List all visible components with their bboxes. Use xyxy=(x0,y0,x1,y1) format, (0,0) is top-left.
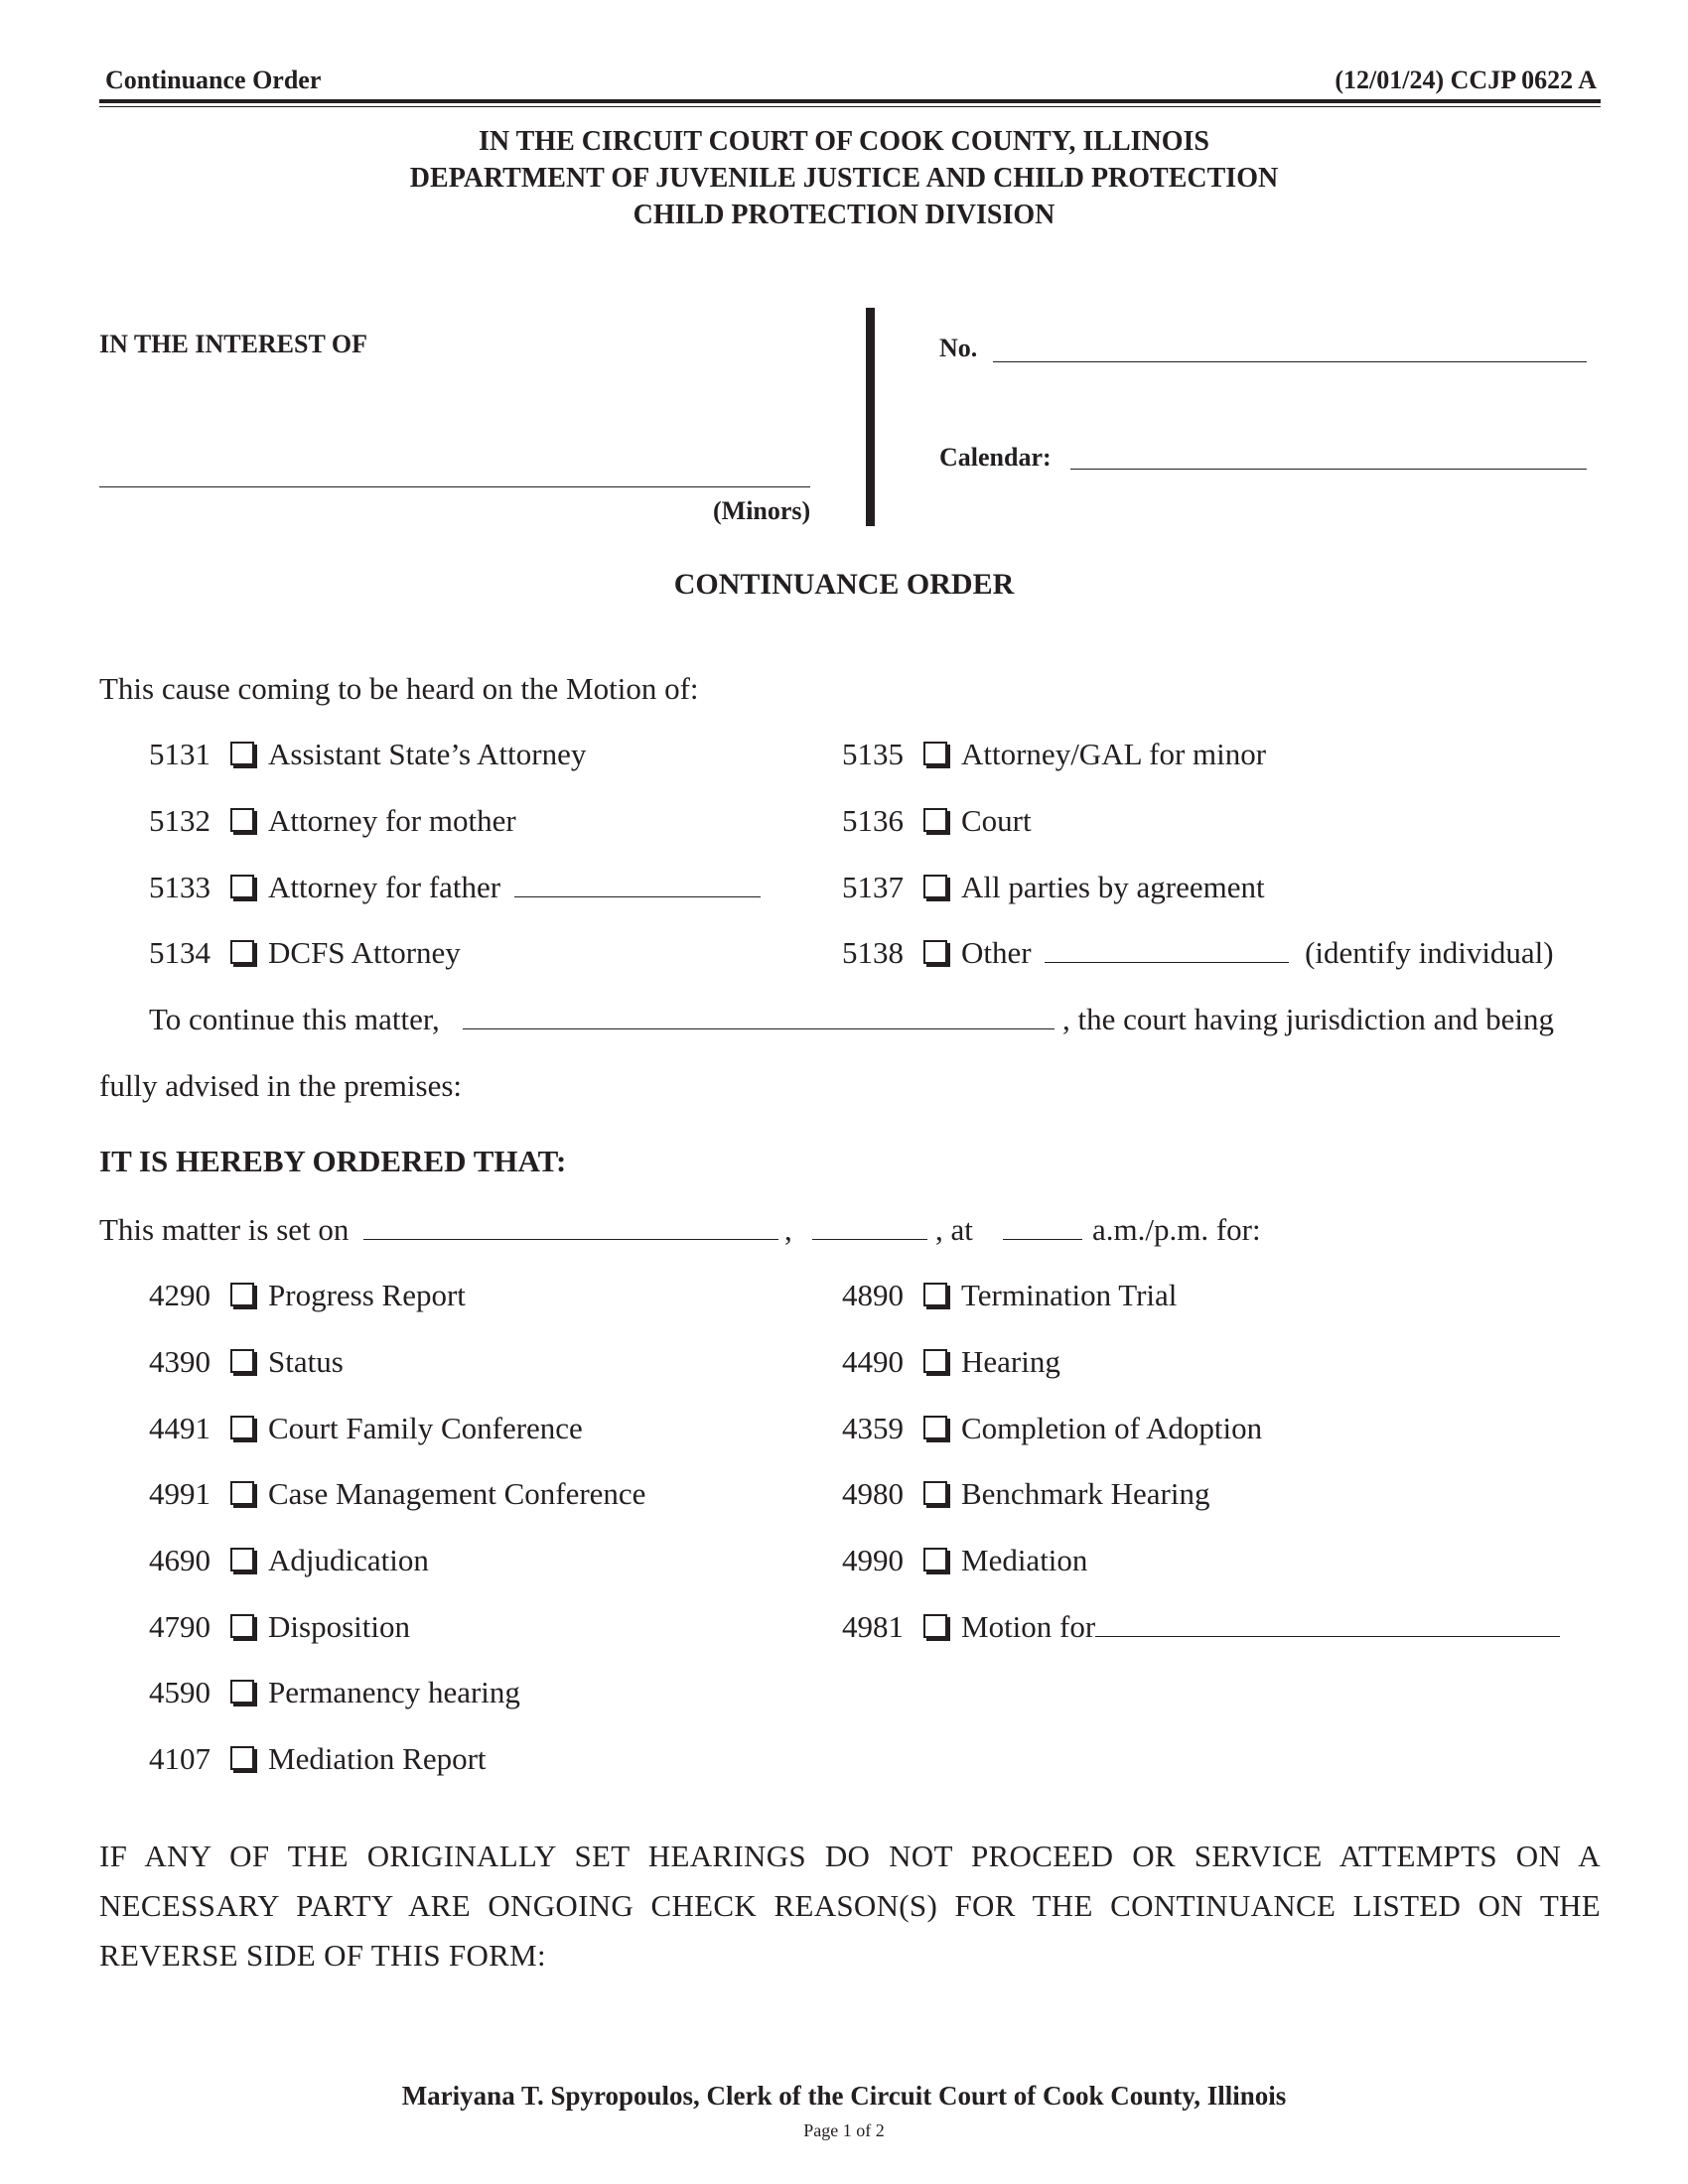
code-label: 5131 xyxy=(149,737,211,771)
continue-suffix: , the court having jurisdiction and being xyxy=(1062,1002,1555,1036)
checkbox[interactable] xyxy=(923,1416,947,1439)
page-number: Page 1 of 2 xyxy=(803,2120,885,2140)
continuance-notice: IF ANY OF THE ORIGINALLY SET HEARINGS DO NOT PROCEED OR SERVICE ATTEMPTS ON A NECESSARY PARTY ARE ONGOING CHECK REASON(S) FOR THE CONTINUANCE LISTED ON THE REVERSE SIDE OF THIS FORM: xyxy=(99,1839,1601,1973)
motion-option[interactable] xyxy=(842,803,1032,843)
option-label: Termination Trial xyxy=(961,1278,1178,1312)
ordered-heading: IT IS HEREBY ORDERED THAT: xyxy=(99,1144,567,1178)
option-label: Benchmark Hearing xyxy=(961,1476,1210,1511)
option-label: Completion of Adoption xyxy=(961,1411,1263,1445)
continue-reason-field[interactable] xyxy=(463,1028,1055,1029)
checkbox[interactable] xyxy=(923,875,947,898)
hearing-option[interactable] xyxy=(842,1278,1177,1317)
form-title: Continuance Order xyxy=(105,66,322,94)
motion-option[interactable] xyxy=(149,803,516,843)
motion-option[interactable] xyxy=(149,870,761,909)
court-line-2: DEPARTMENT OF JUVENILE JUSTICE AND CHILD PROTECTION xyxy=(409,163,1279,194)
option-label: Mediation Report xyxy=(268,1741,487,1776)
motion-option[interactable] xyxy=(842,870,1265,909)
header-rule-thin xyxy=(99,106,1601,107)
court-line-1: IN THE CIRCUIT COURT OF COOK COUNTY, ILLINOIS xyxy=(479,126,1209,157)
checkbox[interactable] xyxy=(923,1481,947,1505)
checkbox[interactable] xyxy=(923,742,947,765)
set-on-label: This matter is set on xyxy=(99,1212,350,1247)
hearing-option[interactable] xyxy=(149,1476,645,1516)
checkbox[interactable] xyxy=(230,1614,254,1638)
code-label: 4359 xyxy=(842,1411,904,1445)
identify-individual-note: (identify individual) xyxy=(1305,935,1554,970)
code-label: 4790 xyxy=(149,1609,211,1644)
at-label: , at xyxy=(935,1212,973,1247)
code-label: 4290 xyxy=(149,1278,211,1312)
hearing-option[interactable] xyxy=(149,1741,487,1781)
option-label: Attorney/GAL for minor xyxy=(961,737,1267,771)
hearing-option[interactable] xyxy=(149,1543,429,1582)
option-label: Permanency hearing xyxy=(268,1675,520,1709)
motion-option[interactable] xyxy=(842,935,1554,975)
clerk-footer: Mariyana T. Spyropoulos, Clerk of the Circuit Court of Cook County, Illinois xyxy=(401,2081,1287,2111)
checkbox[interactable] xyxy=(923,1548,947,1571)
option-label: Progress Report xyxy=(268,1278,466,1312)
hearing-option[interactable] xyxy=(149,1411,583,1450)
option-label: DCFS Attorney xyxy=(268,935,461,970)
checkbox[interactable] xyxy=(230,808,254,832)
checkbox[interactable] xyxy=(230,1283,254,1306)
code-label: 4107 xyxy=(149,1741,211,1776)
ampm-label: a.m./p.m. for: xyxy=(1092,1212,1261,1247)
code-label: 4490 xyxy=(842,1344,904,1379)
code-label: 4590 xyxy=(149,1675,211,1709)
interest-of-label: IN THE INTEREST OF xyxy=(99,330,367,358)
checkbox[interactable] xyxy=(923,940,947,964)
hearing-date-field[interactable] xyxy=(363,1239,778,1240)
caption-divider xyxy=(866,308,875,526)
motion-option[interactable] xyxy=(149,737,586,776)
code-label: 4991 xyxy=(149,1476,211,1511)
motion-option[interactable] xyxy=(149,935,461,975)
code-label: 4491 xyxy=(149,1411,211,1445)
checkbox[interactable] xyxy=(230,1349,254,1373)
hearing-option[interactable] xyxy=(842,1609,1560,1649)
other-individual-field[interactable] xyxy=(1045,938,1289,963)
code-label: 4390 xyxy=(149,1344,211,1379)
continue-prefix: To continue this matter, xyxy=(149,1002,440,1036)
minors-label: (Minors) xyxy=(713,496,811,525)
code-label: 4981 xyxy=(842,1609,904,1644)
code-label: 5138 xyxy=(842,935,904,970)
header-rule xyxy=(99,99,1601,103)
continue-line-2: fully advised in the premises: xyxy=(99,1068,463,1103)
checkbox[interactable] xyxy=(230,1746,254,1770)
court-line-3: CHILD PROTECTION DIVISION xyxy=(633,200,1055,230)
option-label: Disposition xyxy=(268,1609,410,1644)
option-label: Adjudication xyxy=(268,1543,429,1577)
case-no-field[interactable] xyxy=(993,361,1587,362)
code-label: 4690 xyxy=(149,1543,211,1577)
checkbox[interactable] xyxy=(230,940,254,964)
option-label: Mediation xyxy=(961,1543,1088,1577)
checkbox[interactable] xyxy=(230,742,254,765)
date-comma: , xyxy=(784,1212,792,1247)
hearing-option[interactable] xyxy=(842,1543,1087,1582)
code-label: 5135 xyxy=(842,737,904,771)
checkbox[interactable] xyxy=(923,1614,947,1638)
option-label: All parties by agreement xyxy=(961,870,1265,904)
hearing-option[interactable] xyxy=(149,1344,344,1384)
code-label: 4890 xyxy=(842,1278,904,1312)
checkbox[interactable] xyxy=(230,1548,254,1571)
hearing-time-field[interactable] xyxy=(1003,1239,1082,1240)
minor-name-field[interactable] xyxy=(99,486,810,487)
motion-option[interactable] xyxy=(842,737,1266,776)
motion-intro: This cause coming to be heard on the Motion of: xyxy=(99,671,699,706)
checkbox[interactable] xyxy=(923,808,947,832)
checkbox[interactable] xyxy=(923,1349,947,1373)
hearing-option[interactable] xyxy=(842,1344,1060,1384)
option-label: Court Family Conference xyxy=(268,1411,583,1445)
calendar-label: Calendar: xyxy=(939,443,1052,472)
checkbox[interactable] xyxy=(230,1416,254,1439)
hearing-option[interactable] xyxy=(842,1411,1262,1450)
hearing-option[interactable] xyxy=(149,1609,410,1649)
code-label: 5134 xyxy=(149,935,211,970)
page-title: CONTINUANCE ORDER xyxy=(673,568,1015,601)
hearing-day-field[interactable] xyxy=(812,1239,927,1240)
checkbox[interactable] xyxy=(923,1283,947,1306)
option-label: Case Management Conference xyxy=(268,1476,646,1511)
case-no-label: No. xyxy=(939,334,978,362)
code-label: 5133 xyxy=(149,870,211,904)
option-label: Court xyxy=(961,803,1032,838)
checkbox[interactable] xyxy=(230,1680,254,1704)
option-label: Hearing xyxy=(961,1344,1060,1379)
option-label: Other xyxy=(961,935,1032,970)
motion-for-field[interactable] xyxy=(1095,1612,1560,1637)
code-label: 5132 xyxy=(149,803,211,838)
option-label: Motion for xyxy=(961,1609,1096,1644)
hearing-option[interactable] xyxy=(149,1278,466,1317)
checkbox[interactable] xyxy=(230,875,254,898)
form-code: (12/01/24) CCJP 0622 A xyxy=(1335,66,1597,94)
option-label: Attorney for father xyxy=(268,870,501,904)
checkbox[interactable] xyxy=(230,1481,254,1505)
hearing-option[interactable] xyxy=(149,1675,520,1714)
option-label: Status xyxy=(268,1344,344,1379)
option-label: Attorney for mother xyxy=(268,803,516,838)
father-name-field[interactable] xyxy=(514,873,761,897)
code-label: 4990 xyxy=(842,1543,904,1577)
calendar-field[interactable] xyxy=(1070,469,1587,470)
option-label: Assistant State’s Attorney xyxy=(268,737,587,771)
code-label: 5137 xyxy=(842,870,904,904)
code-label: 4980 xyxy=(842,1476,904,1511)
hearing-option[interactable] xyxy=(842,1476,1209,1516)
code-label: 5136 xyxy=(842,803,904,838)
